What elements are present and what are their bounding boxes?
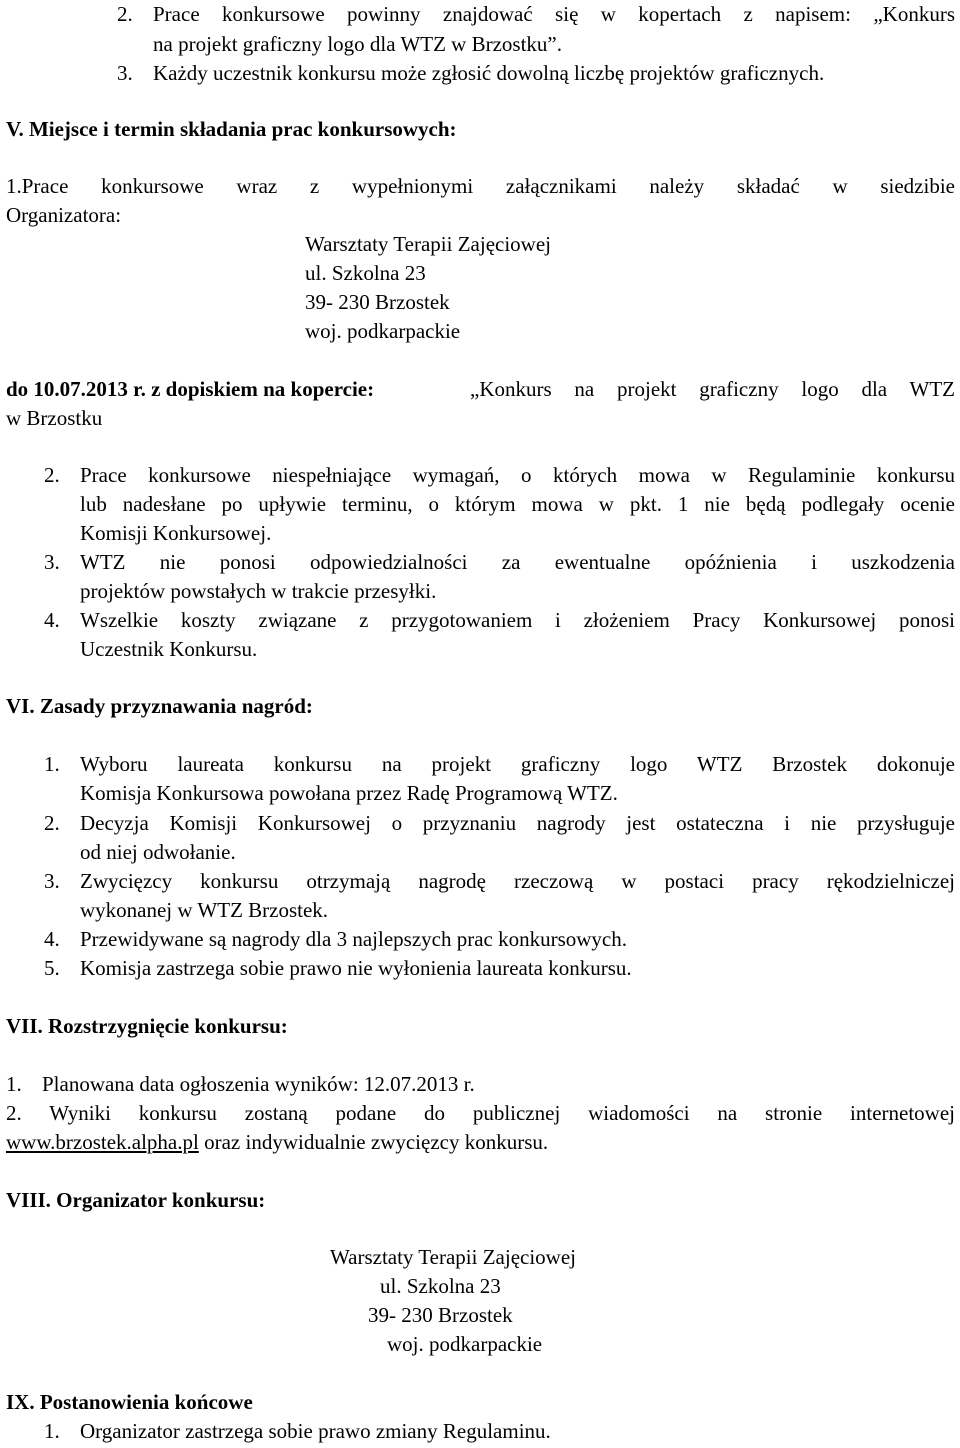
paragraph-line: Organizator zastrzega sobie prawo zmiany Regulaminu. <box>80 1419 551 1443</box>
list-number: 1. <box>6 1072 22 1096</box>
paragraph-line: wykonanej w WTZ Brzostek. <box>80 898 329 922</box>
address-line: 39- 230 Brzostek <box>305 290 450 314</box>
list-number: 4. <box>44 927 60 951</box>
address-line: Warsztaty Terapii Zajęciowej <box>330 1245 577 1269</box>
list-number: 5. <box>44 956 60 980</box>
paragraph-line: Planowana data ogłoszenia wyników: 12.07.2013 r. <box>42 1072 475 1096</box>
paragraph-line: Komisja Konkursowa powołana przez Radę Programową WTZ. <box>80 781 618 805</box>
section-heading-vii: VII. Rozstrzygnięcie konkursu: <box>6 1014 288 1038</box>
deadline-bold: do 10.07.2013 r. z dopiskiem na kopercie: <box>6 377 375 401</box>
list-number: 3. <box>44 550 60 574</box>
paragraph-line: 1.Prace konkursowe wraz z wypełnionymi załącznikami należy składać w siedzibie <box>6 174 955 198</box>
address-line: woj. podkarpackie <box>305 319 461 343</box>
paragraph-line: Uczestnik Konkursu. <box>80 637 258 661</box>
paragraph-line: Zwycięzcy konkursu otrzymają nagrodę rzeczową w postaci pracy rękodzielniczej <box>80 869 955 893</box>
section-heading-viii: VIII. Organizator konkursu: <box>6 1188 266 1212</box>
paragraph-line-rest: oraz indywidualnie zwycięzcy konkursu. <box>198 1130 549 1154</box>
list-number: 1. <box>44 1419 60 1443</box>
section-heading-ix: IX. Postanowienia końcowe <box>6 1390 253 1414</box>
list-number: 2. <box>44 463 60 487</box>
paragraph-line: od niej odwołanie. <box>80 840 236 864</box>
paragraph-line: WTZ nie ponosi odpowiedzialności za ewentualne opóźnienia i uszkodzenia <box>80 550 955 574</box>
list-number: 1. <box>44 752 60 776</box>
address-line: 39- 230 Brzostek <box>368 1303 513 1327</box>
list-number: 2. <box>117 2 133 26</box>
paragraph-line: Organizatora: <box>6 203 122 227</box>
paragraph-line: Wszelkie koszty związane z przygotowaniem i złożeniem Pracy Konkursowej ponosi <box>80 608 955 632</box>
address-line: ul. Szkolna 23 <box>380 1274 501 1298</box>
address-line: ul. Szkolna 23 <box>305 261 426 285</box>
paragraph-line: 2. Wyniki konkursu zostaną podane do publicznej wiadomości na stronie internetowej <box>6 1101 955 1125</box>
deadline-text: w Brzostku <box>6 406 103 430</box>
website-link[interactable]: www.brzostek.alpha.pl <box>6 1130 199 1154</box>
address-line: Warsztaty Terapii Zajęciowej <box>305 232 552 256</box>
paragraph-line: Prace konkursowe powinny znajdować się w kopertach z napisem: „Konkurs <box>153 2 955 26</box>
address-line: woj. podkarpackie <box>387 1332 543 1356</box>
section-heading-vi: VI. Zasady przyznawania nagród: <box>6 694 313 718</box>
paragraph-line: Decyzja Komisji Konkursowej o przyznaniu nagrody jest ostateczna i nie przysługuje <box>80 811 955 835</box>
section-heading-v: V. Miejsce i termin składania prac konkursowych: <box>6 117 457 141</box>
paragraph-line: Wyboru laureata konkursu na projekt graficzny logo WTZ Brzostek dokonuje <box>80 752 955 776</box>
list-number: 3. <box>117 61 133 85</box>
paragraph-line: lub nadesłane po upływie terminu, o którym mowa w pkt. 1 nie będą podlegały ocenie <box>80 492 955 516</box>
paragraph-line: Przewidywane są nagrody dla 3 najlepszych prac konkursowych. <box>80 927 627 951</box>
paragraph-line: Każdy uczestnik konkursu może zgłosić dowolną liczbę projektów graficznych. <box>153 61 825 85</box>
paragraph-line: na projekt graficzny logo dla WTZ w Brzostku”. <box>153 32 562 56</box>
paragraph-line: projektów powstałych w trakcie przesyłki. <box>80 579 437 603</box>
paragraph-line: Komisja zastrzega sobie prawo nie wyłonienia laureata konkursu. <box>80 956 632 980</box>
paragraph-line: Prace konkursowe niespełniające wymagań, o których mowa w Regulaminie konkursu <box>80 463 955 487</box>
list-number: 4. <box>44 608 60 632</box>
list-number: 3. <box>44 869 60 893</box>
list-number: 2. <box>44 811 60 835</box>
paragraph-line <box>6 1128 548 1157</box>
deadline-text: „Konkurs na projekt graficzny logo dla WTZ <box>470 377 955 401</box>
paragraph-line: Komisji Konkursowej. <box>80 521 272 545</box>
